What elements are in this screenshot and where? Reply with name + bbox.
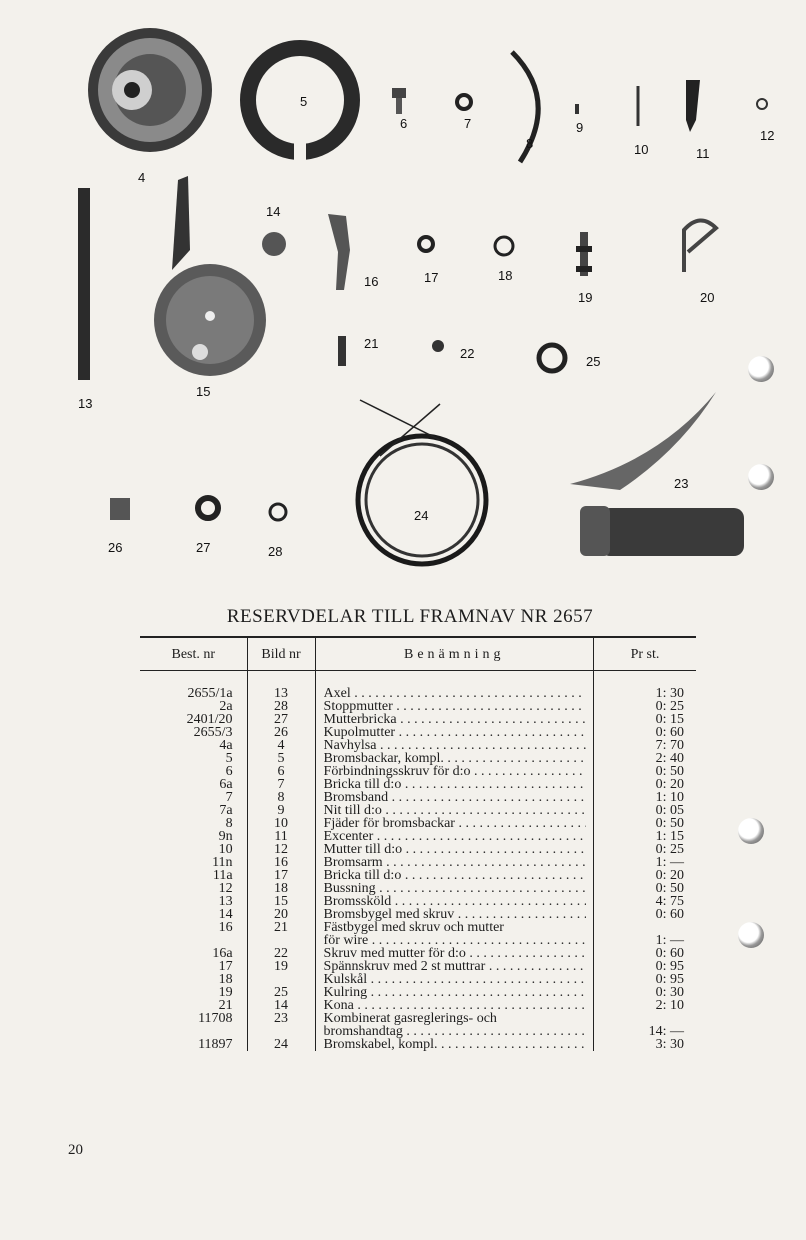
description-cell <box>315 1012 593 1025</box>
image-number-cell: 24 <box>247 1038 315 1051</box>
description-cell <box>315 1025 593 1038</box>
part-label-23: 23 <box>674 476 689 491</box>
order-number-cell: 10 <box>218 842 233 857</box>
price-cell: 14: — <box>593 1025 696 1038</box>
image-number-cell: 25 <box>247 986 315 999</box>
description-text: Bromsband . . . <box>324 791 586 804</box>
description-cell <box>315 921 593 934</box>
image-number-cell: 13 <box>247 687 315 700</box>
description-text: Stoppmutter . . . <box>324 700 586 713</box>
order-number-cell: 12 <box>218 881 233 896</box>
price-cell: 0: 95 <box>593 960 696 973</box>
description-cell <box>315 843 593 856</box>
mounting-bracket-drawing <box>338 336 346 366</box>
stop-nut-drawing <box>270 504 286 520</box>
axle-drawing <box>78 188 90 380</box>
description-text: Kulskål . . . <box>324 973 586 986</box>
description-cell <box>315 687 593 700</box>
part-label-21: 21 <box>364 336 379 351</box>
arm-washer-drawing <box>419 237 433 251</box>
description-cell <box>315 999 593 1012</box>
cone-drawing <box>262 232 286 256</box>
table-row <box>140 1012 696 1025</box>
description-cell <box>315 908 593 921</box>
part-label-27: 27 <box>196 540 211 555</box>
description-cell <box>315 713 593 726</box>
image-number-cell: 20 <box>247 908 315 921</box>
description-text: Fästbygel med skruv och mutter <box>323 921 504 934</box>
description-text: Navhylsa . . . <box>324 739 586 752</box>
description-cell <box>315 817 593 830</box>
part-label-14: 14 <box>266 204 281 219</box>
image-number-cell: 27 <box>247 713 315 726</box>
image-number-cell: 22 <box>247 947 315 960</box>
part-label-10: 10 <box>634 142 649 157</box>
order-number-cell: 2655/3 <box>193 725 233 740</box>
table-row <box>140 1038 696 1051</box>
price-cell: 0: 50 <box>593 882 696 895</box>
price-cell: 2: 10 <box>593 999 696 1012</box>
order-number-cell: 16a <box>212 946 233 961</box>
order-number-cell: 14 <box>218 907 233 922</box>
description-cell <box>315 947 593 960</box>
order-number-cell: 11897 <box>198 1037 233 1052</box>
order-number-cell: 2655/1a <box>187 686 233 701</box>
description-text: Kona . . . <box>324 999 586 1012</box>
header-order-number: Best. nr <box>140 637 247 671</box>
part-label-9: 9 <box>576 120 584 135</box>
description-text: Skruv med mutter för d:o . . . <box>324 947 586 960</box>
order-number-cell: 5 <box>225 751 233 766</box>
image-number-cell: 26 <box>247 726 315 739</box>
description-cell <box>315 765 593 778</box>
description-text: Bromskabel, kompl. . . . <box>324 1038 586 1051</box>
part-label-11: 11 <box>696 146 710 161</box>
price-cell: 1: 10 <box>593 791 696 804</box>
image-number-cell: 10 <box>247 817 315 830</box>
header-description: Benämning <box>315 637 593 671</box>
eccentric-drawing <box>686 80 700 132</box>
image-number-cell: 9 <box>247 804 315 817</box>
order-number-cell: 18 <box>218 972 233 987</box>
description-text: Bromsarm . . . <box>324 856 586 869</box>
price-cell: 3: 30 <box>593 1038 696 1051</box>
price-cell: 0: 60 <box>593 908 696 921</box>
brake-arm-drawing <box>328 214 350 290</box>
description-cell <box>315 791 593 804</box>
price-cell: 0: 05 <box>593 804 696 817</box>
order-number-cell: 4a <box>219 738 233 753</box>
part-label-12: 12 <box>760 128 775 143</box>
part-label-16: 16 <box>364 274 379 289</box>
description-text: för wire . . . <box>324 934 586 947</box>
part-label-22: 22 <box>460 346 475 361</box>
description-cell <box>315 752 593 765</box>
ball-ring-drawing <box>539 345 565 371</box>
parts-table-body <box>140 671 696 1052</box>
part-label-15: 15 <box>196 384 211 399</box>
price-cell: 0: 50 <box>593 765 696 778</box>
image-number-cell: 12 <box>247 843 315 856</box>
price-cell: 0: 20 <box>593 778 696 791</box>
part-label-7: 7 <box>464 116 472 131</box>
order-number-cell: 16 <box>218 920 233 935</box>
part-label-13: 13 <box>78 396 93 411</box>
description-cell <box>315 726 593 739</box>
page-number: 20 <box>68 1142 83 1158</box>
order-number-cell: 2401/20 <box>186 712 233 727</box>
tension-screw-drawing <box>576 232 592 276</box>
brake-cable-drawing <box>358 400 486 564</box>
price-cell: 7: 70 <box>593 739 696 752</box>
part-label-25: 25 <box>586 354 601 369</box>
price-cell: 2: 40 <box>593 752 696 765</box>
description-text: Bussning . . . <box>324 882 586 895</box>
rivet-drawing <box>575 104 579 114</box>
brake-shield-drawing <box>154 176 266 376</box>
image-number-cell: 16 <box>247 856 315 869</box>
table-row <box>140 739 696 752</box>
screw-nut-drawing <box>432 340 444 352</box>
description-text: Förbindningsskruv för d:o . . . <box>324 765 586 778</box>
parts-illustration <box>60 20 780 580</box>
hub-shell-drawing <box>88 28 212 152</box>
description-text: Excenter . . . <box>324 830 586 843</box>
nut-drawing <box>757 99 767 109</box>
description-text: Spännskruv med 2 st muttrar . . . <box>324 960 586 973</box>
table-row <box>140 778 696 791</box>
order-number-cell: 2a <box>219 699 233 714</box>
price-cell: 4: 75 <box>593 895 696 908</box>
part-label-24: 24 <box>414 508 429 523</box>
price-cell: 0: 15 <box>593 713 696 726</box>
punch-hole <box>738 922 764 948</box>
description-text: Bricka till d:o . . . <box>324 869 586 882</box>
price-cell: 1: — <box>593 934 696 947</box>
order-number-cell: 11a <box>212 868 233 883</box>
part-label-6: 6 <box>400 116 408 131</box>
description-cell <box>315 778 593 791</box>
washer-drawing <box>457 95 471 109</box>
header-image-number: Bild nr <box>247 637 315 671</box>
description-text: Kulring . . . <box>324 986 586 999</box>
price-cell: 0: 50 <box>593 817 696 830</box>
order-number-cell: 6a <box>219 777 233 792</box>
image-number-cell: 23 <box>247 1012 315 1025</box>
image-number-cell: 6 <box>247 765 315 778</box>
price-cell: 0: 25 <box>593 700 696 713</box>
order-number-cell: 19 <box>218 985 233 1000</box>
part-label-4: 4 <box>138 170 146 185</box>
description-cell <box>315 895 593 908</box>
price-cell: 0: 60 <box>593 726 696 739</box>
price-cell: 0: 60 <box>593 947 696 960</box>
description-cell <box>315 973 593 986</box>
parts-drawing <box>60 20 780 580</box>
description-cell <box>315 869 593 882</box>
price-cell: 0: 20 <box>593 869 696 882</box>
order-number-cell: 6 <box>225 764 233 779</box>
image-number-cell: 7 <box>247 778 315 791</box>
part-label-28: 28 <box>268 544 283 559</box>
part-label-17: 17 <box>424 270 439 285</box>
bushing-drawing <box>495 237 513 255</box>
order-number-cell: 8 <box>225 816 233 831</box>
description-text: Bricka till d:o . . . <box>324 778 586 791</box>
order-number-cell: 9n <box>218 829 233 844</box>
description-text: Fjäder för bromsbackar . . . <box>324 817 586 830</box>
description-text: Axel . . . <box>324 687 586 700</box>
image-number-cell: 19 <box>247 960 315 973</box>
order-number-cell: 13 <box>218 894 233 909</box>
description-cell <box>315 700 593 713</box>
nut-washer-drawing <box>198 498 218 518</box>
table-row <box>140 804 696 817</box>
image-number-cell: 15 <box>247 895 315 908</box>
punch-hole <box>748 464 774 490</box>
image-number-cell: 11 <box>247 830 315 843</box>
order-number-cell: 11n <box>212 855 233 870</box>
image-number-cell: 21 <box>247 921 315 934</box>
image-number-cell: 4 <box>247 739 315 752</box>
description-text: Kombinerat gasreglerings- och <box>323 1012 497 1025</box>
description-text: Mutter till d:o . . . <box>324 843 586 856</box>
image-number-cell: 28 <box>247 700 315 713</box>
header-price: Pr st. <box>593 637 696 671</box>
image-number-cell: 17 <box>247 869 315 882</box>
order-number-cell: 7 <box>225 790 233 805</box>
description-text: Bromssköld . . . <box>324 895 586 908</box>
description-cell <box>315 856 593 869</box>
description-cell <box>315 986 593 999</box>
price-cell: 0: 25 <box>593 843 696 856</box>
part-label-8: 8 <box>526 136 534 151</box>
image-number-cell: 14 <box>247 999 315 1012</box>
description-text: bromshandtag . . . <box>324 1025 586 1038</box>
price-cell: 0: 30 <box>593 986 696 999</box>
image-number-cell: 18 <box>247 882 315 895</box>
image-number-cell: 5 <box>247 752 315 765</box>
connecting-screw-drawing <box>392 88 406 114</box>
part-label-19: 19 <box>578 290 593 305</box>
description-text: Mutterbricka . . . <box>324 713 586 726</box>
part-label-26: 26 <box>108 540 123 555</box>
table-row <box>140 921 696 934</box>
price-cell: 1: 30 <box>593 687 696 700</box>
description-cell <box>315 1038 593 1051</box>
order-number-cell: 7a <box>219 803 233 818</box>
order-number-cell: 17 <box>218 959 233 974</box>
punch-hole <box>748 356 774 382</box>
parts-table <box>140 636 696 1051</box>
description-cell <box>315 804 593 817</box>
punch-hole <box>738 818 764 844</box>
dome-nut-drawing <box>110 498 130 520</box>
description-text: Bromsbygel med skruv . . . <box>324 908 586 921</box>
throttle-brake-handle-drawing <box>570 392 744 556</box>
parts-list-title: RESERVDELAR TILL FRAMNAV NR 2657 <box>226 606 594 627</box>
description-text: Nit till d:o . . . <box>324 804 586 817</box>
description-cell <box>315 934 593 947</box>
part-label-5: 5 <box>300 94 308 109</box>
table-spacer-row <box>140 671 696 688</box>
description-cell <box>315 830 593 843</box>
description-cell <box>315 739 593 752</box>
table-header-row <box>140 637 696 671</box>
table-row <box>140 752 696 765</box>
order-number-cell: 11708 <box>198 1011 233 1026</box>
description-cell <box>315 882 593 895</box>
order-number-cell: 21 <box>218 998 233 1013</box>
description-text: Bromsbackar, kompl. . . . <box>324 752 586 765</box>
price-cell: 1: 15 <box>593 830 696 843</box>
price-cell: 1: — <box>593 856 696 869</box>
description-text: Kupolmutter . . . <box>324 726 586 739</box>
description-cell <box>315 960 593 973</box>
image-number-cell: 8 <box>247 791 315 804</box>
brake-bracket-drawing <box>684 220 716 272</box>
price-cell: 0: 95 <box>593 973 696 986</box>
part-label-20: 20 <box>700 290 715 305</box>
part-label-18: 18 <box>498 268 513 283</box>
